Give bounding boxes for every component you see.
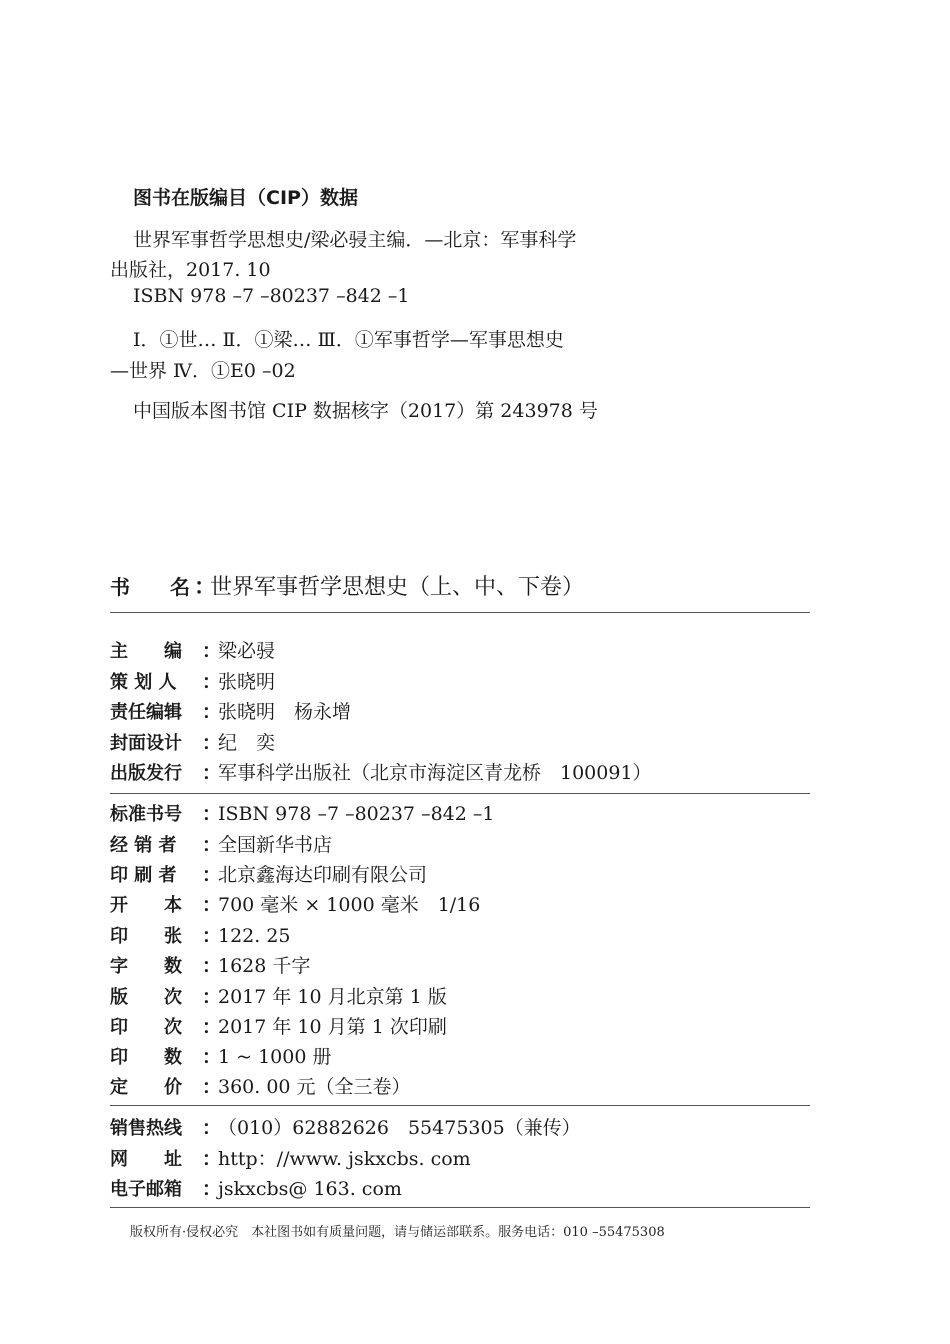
field-label: 印 刷 者 — [110, 865, 177, 886]
field-row-isbn — [110, 799, 494, 827]
website-link[interactable]: http：//www. jskxcbs. com — [218, 1148, 471, 1170]
colon: ： — [194, 575, 217, 600]
field-value: 2017 年 10 月第 1 次印刷 — [218, 1016, 447, 1038]
field-value: ISBN 978 –7 –80237 –842 –1 — [218, 803, 495, 825]
colon: ： — [202, 1076, 222, 1098]
colon: ： — [202, 955, 222, 977]
colon: ： — [202, 671, 222, 693]
book-title-value: 世界军事哲学思想史（上、中、下卷） — [210, 575, 585, 600]
cip-line: Ⅰ．①世… Ⅱ．①梁… Ⅲ．①军事哲学—军事思想史 — [133, 329, 564, 351]
field-row-hotline — [110, 1113, 581, 1141]
field-row-editor — [110, 636, 275, 664]
field-label: 出版发行 — [110, 763, 182, 784]
field-label: 版 次 — [110, 987, 182, 1008]
colon: ： — [202, 894, 222, 916]
field-row-printer — [110, 860, 427, 888]
cip-line: 出版社，2017. 10 — [110, 259, 271, 281]
colon: ： — [202, 701, 222, 723]
field-label: 字 数 — [110, 956, 182, 977]
field-value: 纪 奕 — [218, 732, 276, 754]
field-label: 经 销 者 — [110, 835, 177, 856]
field-value: 2017 年 10 月北京第 1 版 — [218, 986, 447, 1008]
field-value: （010）62882626 55475305（兼传） — [218, 1117, 581, 1139]
field-label: 印 张 — [110, 926, 182, 947]
colon: ： — [202, 1046, 222, 1068]
field-label: 印 次 — [110, 1017, 182, 1038]
field-value: 122. 25 — [218, 925, 291, 947]
colon: ： — [202, 986, 222, 1008]
book-title-row — [110, 570, 584, 601]
colon: ： — [202, 640, 222, 662]
field-value: 700 毫米 × 1000 毫米 1/16 — [218, 894, 481, 916]
field-row-website — [110, 1144, 471, 1172]
colon: ： — [202, 1148, 222, 1170]
cip-line: ISBN 978 –7 –80237 –842 –1 — [133, 285, 410, 307]
copyright-footer: 版权所有·侵权必究 本社图书如有质量问题，请与储运部联系。服务电话：010 –55475308 — [130, 1225, 665, 1240]
colon: ： — [202, 925, 222, 947]
field-row-responsible-editors — [110, 697, 351, 725]
field-value: 1628 千字 — [218, 955, 311, 977]
divider — [110, 1207, 810, 1208]
field-value: 军事科学出版社（北京市海淀区青龙桥 100091） — [218, 762, 652, 784]
colon: ： — [202, 834, 222, 856]
book-title-label: 书 名 — [110, 575, 190, 599]
field-value: 梁必骎 — [218, 640, 276, 662]
colon: ： — [202, 762, 222, 784]
field-row-publisher — [110, 758, 652, 786]
field-value: 张晓明 杨永增 — [218, 701, 352, 723]
field-row-sheets — [110, 921, 291, 949]
field-row-print-run — [110, 1042, 331, 1070]
field-row-cover-design — [110, 728, 275, 756]
field-label: 主 编 — [110, 641, 182, 662]
colon: ： — [202, 803, 222, 825]
field-label: 标准书号 — [110, 804, 182, 825]
cip-line: 中国版本图书馆 CIP 数据核字（2017）第 243978 号 — [133, 400, 598, 422]
field-row-format — [110, 890, 480, 918]
cip-line: 世界军事哲学思想史/梁必骎主编．—北京：军事科学 — [133, 229, 577, 251]
field-row-word-count — [110, 951, 310, 979]
field-row-printing — [110, 1012, 447, 1040]
colon: ： — [202, 1016, 222, 1038]
field-value: 360. 00 元（全三卷） — [218, 1076, 411, 1098]
colon: ： — [202, 732, 222, 754]
field-label: 网 址 — [110, 1149, 182, 1170]
field-value: 张晓明 — [218, 671, 276, 693]
field-label: 印 数 — [110, 1047, 182, 1068]
divider — [110, 612, 810, 613]
field-value: 北京鑫海达印刷有限公司 — [218, 864, 428, 886]
field-value: 1 ~ 1000 册 — [218, 1046, 332, 1068]
field-label: 责任编辑 — [110, 702, 182, 723]
colon: ： — [202, 1178, 222, 1200]
field-label: 封面设计 — [110, 733, 182, 754]
field-row-email — [110, 1174, 402, 1202]
field-row-planner — [110, 667, 275, 695]
field-label: 开 本 — [110, 895, 182, 916]
field-row-edition — [110, 982, 447, 1010]
field-label: 销售热线 — [110, 1118, 182, 1139]
field-value: 全国新华书店 — [218, 834, 333, 856]
field-label: 电子邮箱 — [110, 1179, 182, 1200]
colon: ： — [202, 864, 222, 886]
field-label: 策 划 人 — [110, 672, 177, 693]
divider — [110, 1105, 810, 1106]
field-row-distributor — [110, 830, 332, 858]
field-row-price — [110, 1072, 411, 1100]
cip-title: 图书在版编目（CIP）数据 — [133, 187, 358, 209]
colon: ： — [202, 1117, 222, 1139]
field-label: 定 价 — [110, 1077, 182, 1098]
divider — [110, 793, 810, 794]
email-link[interactable]: jskxcbs@ 163. com — [218, 1178, 402, 1200]
cip-line: —世界 Ⅳ．①E0 –02 — [110, 360, 296, 382]
